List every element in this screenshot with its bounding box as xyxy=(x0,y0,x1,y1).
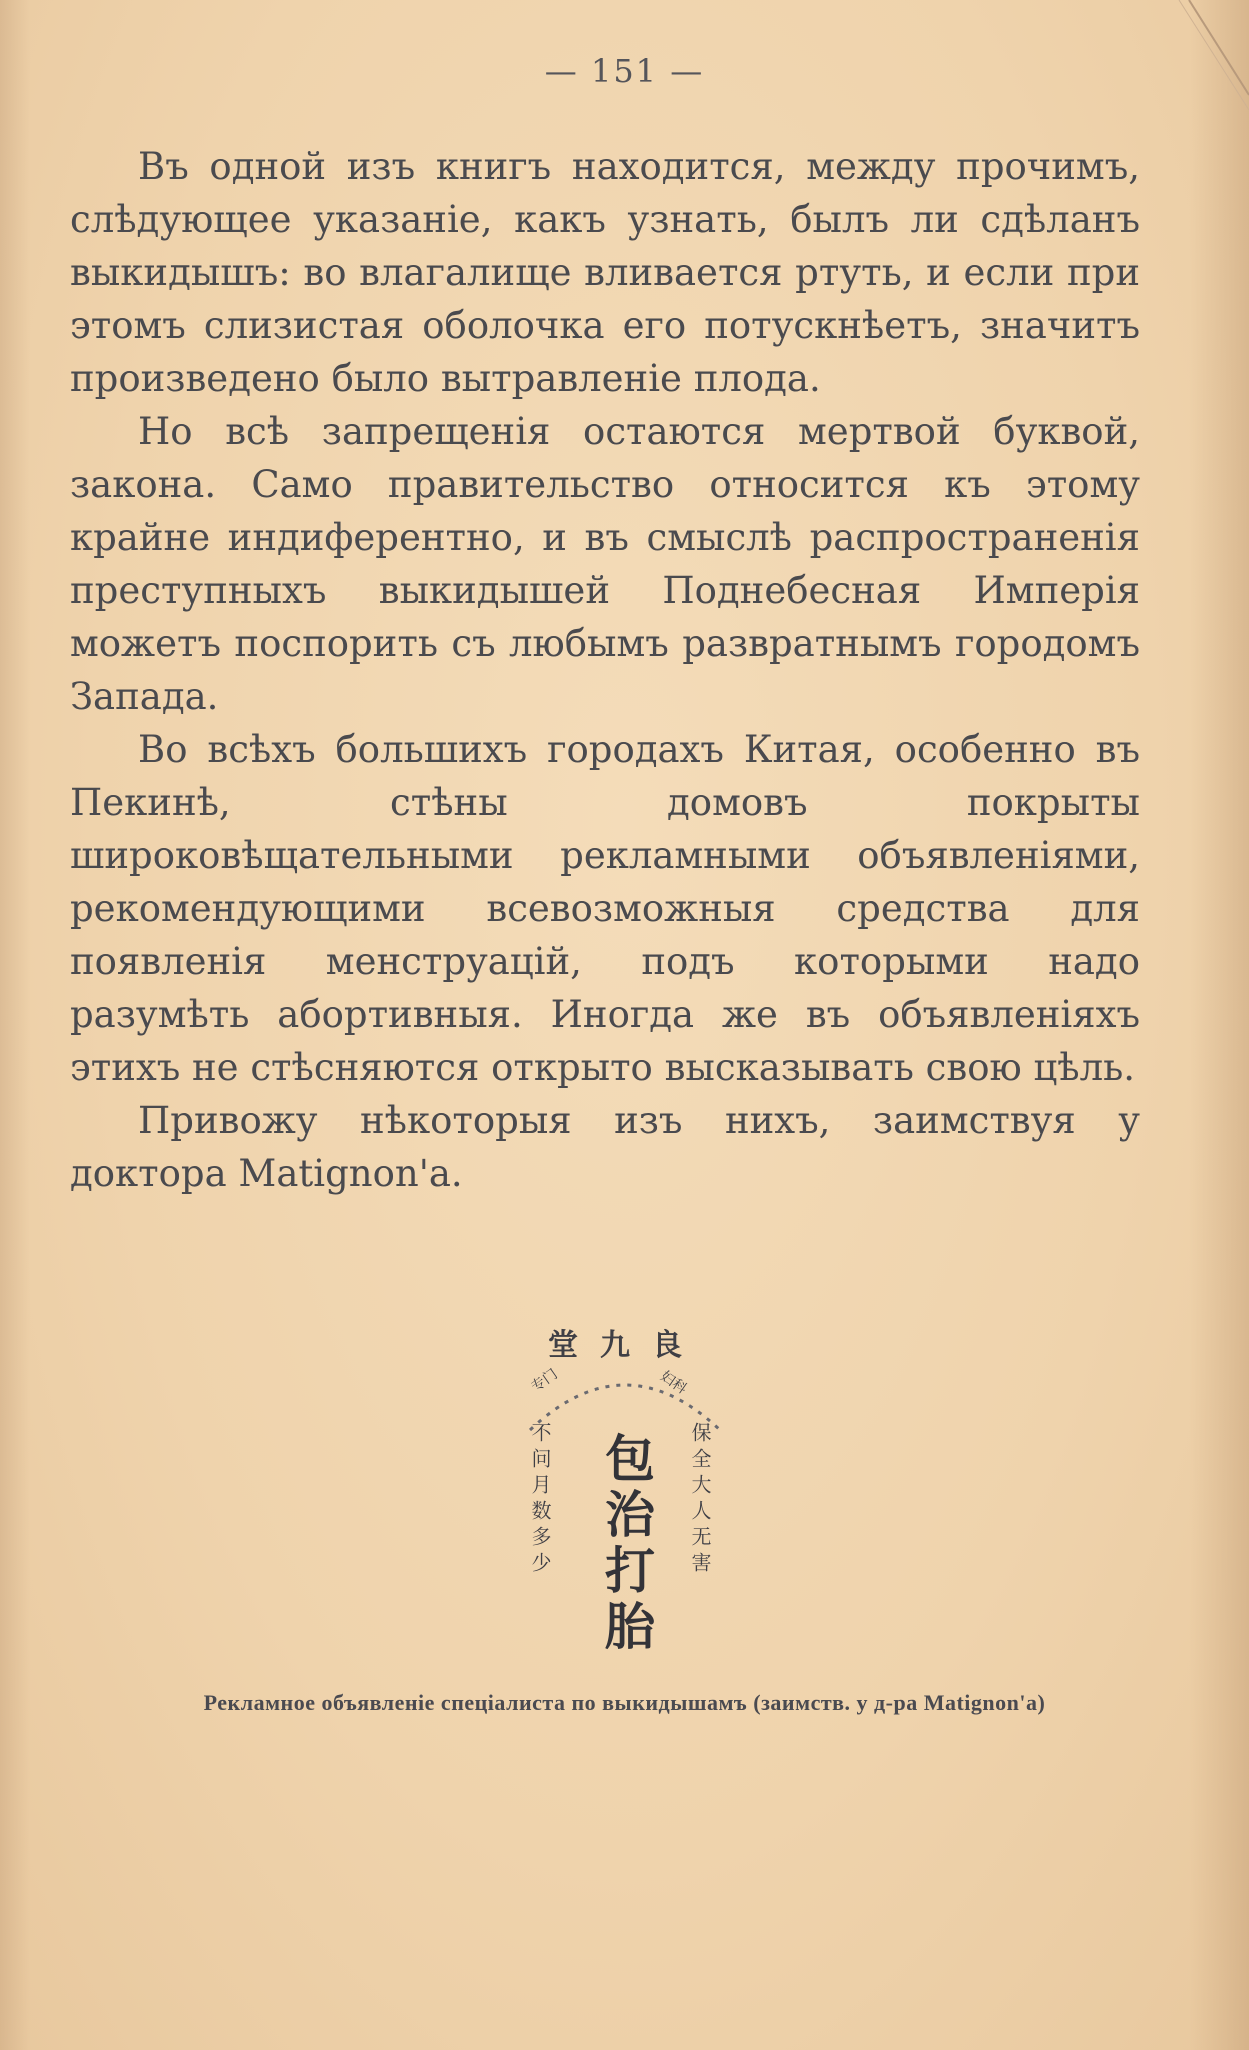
page-number: — 151 — xyxy=(544,52,705,90)
page-edge-shadow xyxy=(1189,0,1249,2050)
figure-left-column: 不问月数多少 xyxy=(528,1422,552,1578)
paragraph-4: Привожу нѣкоторыя изъ нихъ, заимствуя у доктора Matignon'а. xyxy=(70,1099,1140,1195)
chinese-advertisement-figure xyxy=(510,1320,740,1660)
figure-arch-right: 妇科 xyxy=(657,1368,690,1398)
figure-caption: Рекламное объявленiе спецiалиста по выкидышамъ (заимств. у д-ра Matignon'а) xyxy=(203,1690,1046,1715)
binding-shadow xyxy=(0,0,30,2050)
figure-top-characters: 堂九良 xyxy=(548,1328,704,1363)
figure-arch-left: 专门 xyxy=(528,1366,561,1396)
figure-right-column: 保全大人无害 xyxy=(688,1422,712,1578)
paragraph-3: Во всѣхъ большихъ городахъ Китая, особенно въ Пекинѣ, стѣны домовъ покрыты широковѣщательными рекламными объявленiями, рекомендующими всевозможныя средства для появленiя менструацiй, подъ которыми надо разумѣть абортивныя. Иногда же въ объявленiяхъ этихъ не стѣсняются открыто высказывать свою цѣль. xyxy=(70,728,1140,1089)
paragraph-2: Но всѣ запрещенiя остаются мертвой буквой, закона. Само правительство относится къ этому крайне индиферентно, и въ смыслѣ распространенiя преступныхъ выкидышей Поднебесная Имперiя можетъ поспорить съ любымъ развратнымъ городомъ Запада. xyxy=(70,410,1140,718)
paragraph-1: Въ одной изъ книгъ находится, между прочимъ, слѣдующее указанiе, какъ узнать, былъ ли сдѣланъ выкидышъ: во влагалище вливается ртуть, и если при этомъ слизистая оболочка его потускнѣетъ, значитъ произведено было вытравленiе плода. xyxy=(70,145,1140,400)
figure-center-characters: 包治打胎 xyxy=(597,1432,655,1656)
body-text xyxy=(70,140,1140,1200)
